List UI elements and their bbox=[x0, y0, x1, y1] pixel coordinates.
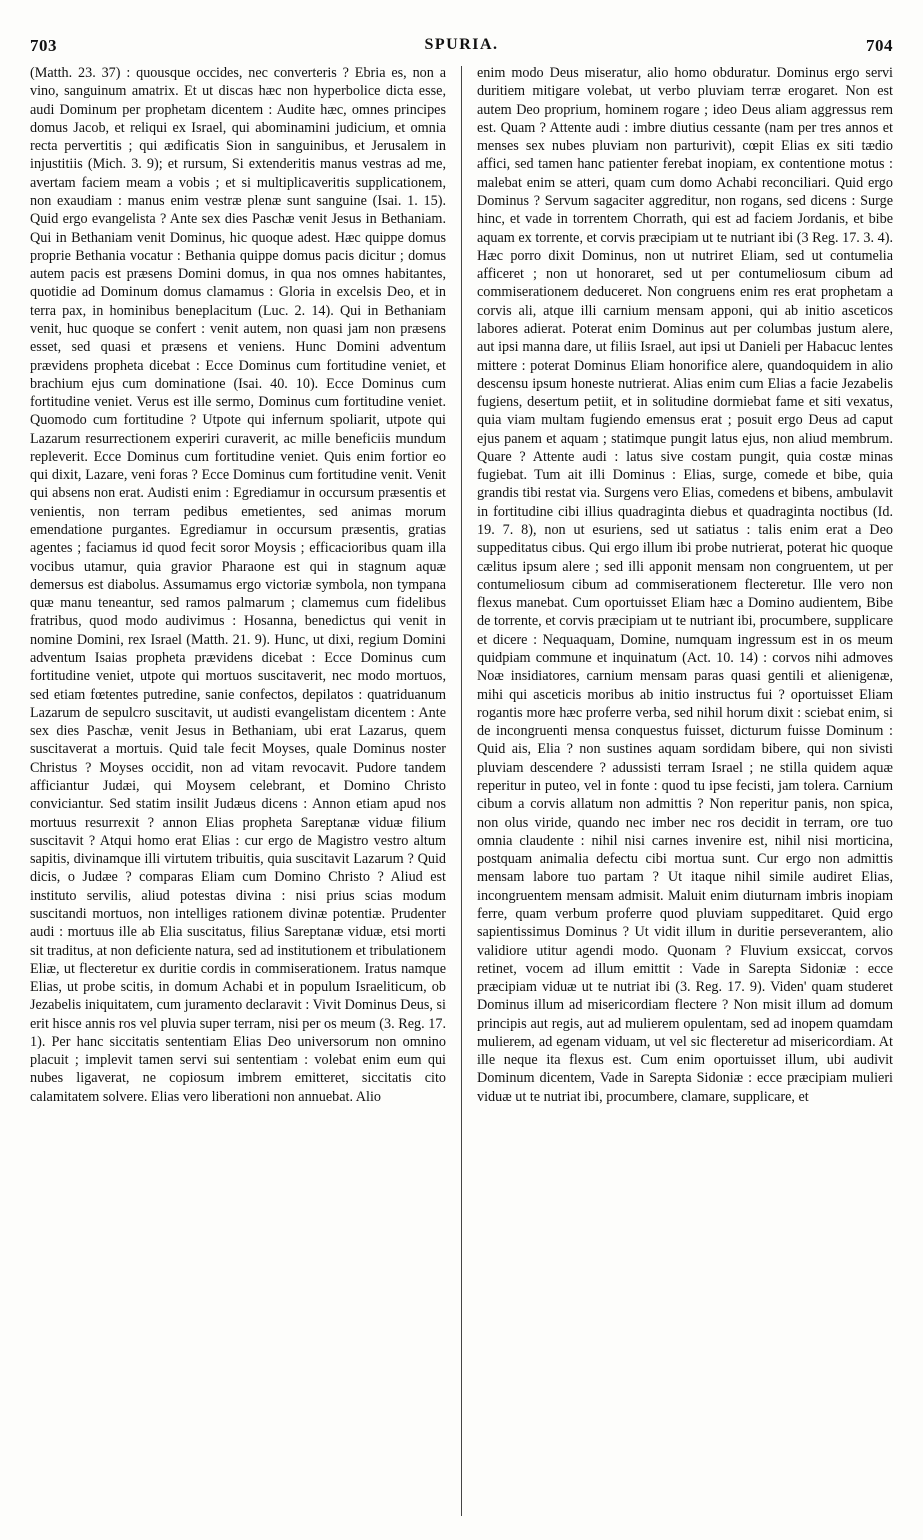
column-text-right: enim modo Deus miseratur, alio homo obduratur. Dominus ergo servi duritiem mitigare volebat, ut verbo pluviam terræ erogaret. Non est autem Deo proprium, hominem rogare ; ideo Deus aliam aggressus rem est. Quam ? Attente audi : imbre diutius cessante (nam per tres annos et menses sex nubes pluviam non parturivit), cœpit Elias ex siti tædio affici, sed tamen hanc patienter ferebat inopiam, ex contentione motus : malebat enim se atteri, quam cum domo Achabi reconciliari. Quid ergo Dominus ? Servum sagaciter aggreditur, non rogans, sed dicens : Surge hinc, et vade in torrentem Chorrath, qui est ad faciem Jordanis, et bibe aquam ex torrente, et corvis præcipiam ut te nutriant ibi (3 Reg. 17. 3. 4). Hæc porro dixit Dominus, non ut nutriret Eliam, sed ut contumelia afficeret ; non ut honoraret, sed ut per contumeliosum cibum ad commiserationem deduceret. Non congruens enim res erat prophetam a corvis ali, atque illi carnium mensam apponi, qui ab initio asceticos labores adierat. Poterat enim Dominus aut per columbas justum alere, aut ipsi manna dare, ut filiis Israel, aut ipsi ut Danieli per Habacuc lentes mittere : poterat Dominus Eliam honorifice alere, quandoquidem in alio descensu ipsum honeste nutrierat. Alias enim cum Elias a facie Jezabelis fugiens, desertum petiit, et in solitudine dormiebat fame et siti vexatus, quia viam multam fugiendo emensus erat ; posuit ergo Deus ad caput ejus panem et aquam ; statimque pungit latus ejus, non aliud membrum. Quare ? Attente audi : latus sive costam pungit, quia costæ minas fugiebat. Tum ait illi Dominus : Elias, surge, comede et bibe, quia grandis tibi restat via. Surgens vero Elias, comedens et bibens, ambulavit in fortitudine cibi illius quadraginta diebus et quadraginta noctibus (Id. 19. 7. 8), non ut esuriens, sed ut satiatus : talis enim erat a Deo suppeditatus cibus. Qui ergo illum ibi probe nutrierat, poterat hic quoque cælitus ipsum alere ; sed illi apponit mensam non congruentem, ut per contumeliosum cibum ad commiserationem flecteretur. Ille vero non flexus manebat. Cum oportuisset Eliam hæc a Domino audientem, Bibe de torrente, et corvis præcipiam ut te nutriant ibi, procumbere, supplicare et dicere : Nequaquam, Domine, numquam ingressum est in os meum quidpiam commune et inquinatum (Act. 10. 14) : corvos nihi admoves Noæ insidiatores, carnium mensam paras quasi gentili et alienigenæ, mihi qui asceticis moribus ab initio instructus fui ? oportuisset Eliam rogantis more hæc proferre verba, sed nihil horum dixit : sciebat enim, si de incongruenti mensa conquestus fuisset, dicturum fuisse Dominum : Quid ais, Elia ? non sustines aquam sordidam bibere, qui non sivisti pluviam descendere ? adussisti terram Israel ; ne stilla quidem aquæ reperitur in puteo, vel in fonte : quod tu ipse fecisti, jam tolera. Carnium cibum a corvis allatum non admittis ? Non reperitur panis, non spica, non olus viride, quando nec imber nec ros decidit in terram, ore tuo omnia claudente : nihil nisi carnes invenire est, nihil nisi morticina, postquam animalia defectu cibi mortua sunt. Cur ergo non admittis mensam labore tuo partam ? Ut itaque nihil simile audiret Elias, incongruentem mensam admisit. Maluit enim diuturnam imbris inopiam ferre, quam verbum proferre quod pluviam suppeditaret. Quid ergo sapientissimus Dominus ? Ut vidit illum in duritie perseverantem, alio validiore utitur agendi modo. Quonam ? Fluvium exsiccat, corvos retinet, vocem ad illum emittit : Vade in Sarepta Sidoniæ : ecce præcipiam viduæ ut te nutriat ibi (3. Reg. 17. 9). Viden' quam studeret Dominus illum ad misericordiam flectere ? Non misit illum ad domum principis aut regis, aut ad mulierem opulentam, sed ad inopem quamdam mulierem, ad egenam viduam, ut vel sic flecteretur ad misericordiam. At ille neque ita flexus est. Cum enim oportuisset illum, ubi audivit Dominum dicentem, Vade in Sarepta Sidoniæ : ecce præcipiam mulieri viduæ ut te nutriat ibi, procumbere, clamare, supplicare, et bbox=[477, 65, 893, 1105]
text-column-left bbox=[30, 64, 446, 1530]
column-text-left: (Matth. 23. 37) : quousque occides, nec converteris ? Ebria es, non a vino, sanguinum amatrix. Et ut discas hæc non hyperbolice dicta esse, audi Dominum per prophetam dicentem : Audite hæc, omnes principes domus Jacob, et reliqui ex Israel, qui abominamini judicium, et omnia recta pervertitis ; qui ædificatis Sion in sanguinibus, et Jerusalem in injustitiis (Mich. 3. 9); et rursum, Si extenderitis manus vestras ad me, avertam faciem meam a vobis ; et si multiplicaveritis supplicationem, non exaudiam : manus enim vestræ plenæ sunt sanguine (Isai. 1. 15). Quid ergo evangelista ? Ante sex dies Paschæ venit Jesus in Bethaniam. Qui in Bethaniam venit Dominus, hic quoque adest. Hæc quippe domus proprie Bethania vocatur : Bethania quippe domus pacis dicitur ; domus autem pacis est præsens Domini domus, in qua nos omnes habitantes, quotidie ad Dominum domus clamamus : Gloria in excelsis Deo, et in terra pax, in hominibus beneplacitum (Luc. 2. 14). Qui in Bethaniam venit, huc quoque se confert : venit autem, non quasi jam non præsens esset, sed quasi et præsens et veniens. Hunc Domini adventum prævidens propheta dicebat : Ecce Dominus cum fortitudine veniet, et brachium ejus cum dominatione (Isai. 40. 10). Ecce Dominus cum fortitudine veniet. Verus est ille sermo, Dominus cum fortitudine veniet. Quomodo cum fortitudine ? Utpote qui infernum spoliarit, utpote qui Lazarum resurrectionem experiri curaverit, ac mille beneficiis mundum repleverit. Ecce Dominus cum fortitudine veniet. Quis enim fortior eo qui dixit, Lazare, veni foras ? Ecce Dominus cum fortitudine venit. Venit qui absens non erat. Audisti enim : Egrediamur in occursum præsentis et venientis, non terram pedibus emetientes, sed animas morum emendatione purgantes. Egrediamur in occursum præsentis, gratias agentes ; faciamus id quod fecit soror Moysis ; efficacioribus quam illa vocibus utamur, quia gravior Pharaone est qui in stagnum aquæ demersus est diabolus. Assumamus ergo victoriæ symbola, non tympana quæ manu teneantur, sed ramos palmarum ; clamemus cum fidelibus fratribus, quod modo audivimus : Hosanna, benedictus qui venit in nomine Domini, rex Israel (Matth. 21. 9). Hunc, ut dixi, regium Domini adventum Isaias propheta prævidens dicebat : Ecce Dominus cum fortitudine veniet, utpote qui mortuos suscitaverit, nec modo mortuos, sed etiam fœtentes putredine, sanie confectos, depilatos : quatriduanum Lazarum de sepulcro suscitavit, ut audisti evangelistam dicentem : Ante sex dies Paschæ, venit Jesus in Bethaniam, ubi erat Lazarus, quem suscitaverat a mortuis. Quid tale fecit Moyses, quale Dominus noster Christus ? Moyses occidit, non ad vitam revocavit. Pudore tandem afficiantur Judæi, qui Moysem celebrant, et Domino Christo conviciantur. Sed statim insilit Judæus dicens : Annon etiam apud nos mortuus resurrexit ? annon Elias propheta Sareptanæ viduæ filium suscitavit ? Atqui homo erat Elias : cur ergo de Magistro vestro altum sapitis, divinamque illi virtutem tribuitis, quia suscitavit Lazarum ? Quid dicis, o Judæe ? comparas Eliam cum Domino Christo ? Aliud est instituto servilis, aliud potestas divina : nisi prius scias modum suscitandi mortuos, non intelliges rationem divinæ potentiæ. Prudenter audi : mortuus ille ab Elia suscitatus, filius Sareptanæ viduæ, etsi morti sit traditus, at non deficiente natura, sed ad institutionem et tribulationem Eliæ, ut flecteretur ex duritie cordis in commiserationem. Iratus namque Elias, ut probe scitis, in domum Achabi et in populum Israeliticum, ob Jezabelis iniquitatem, cum juramento declaravit : Vivit Dominus Deus, si erit hisce annis ros vel pluvia super terram, nisi per os meum (3. Reg. 17. 1). Per hanc siccitatis sententiam Elias Deo universorum non omnino placuit ; implevit tamen servi sui sententiam : volebat enim eum qui nubes ligaverat, ne copiosum imbrem emitteret, siccitatis cito calamitatem solvere. Elias vero liberationi non annuebat. Alio bbox=[30, 65, 446, 1105]
page-header bbox=[30, 36, 893, 60]
page-number-right: 704 bbox=[866, 36, 893, 55]
text-column-right bbox=[477, 64, 893, 1530]
column-divider bbox=[461, 66, 462, 1516]
page-number-left: 703 bbox=[30, 36, 57, 55]
running-title: SPURIA. bbox=[424, 36, 499, 53]
